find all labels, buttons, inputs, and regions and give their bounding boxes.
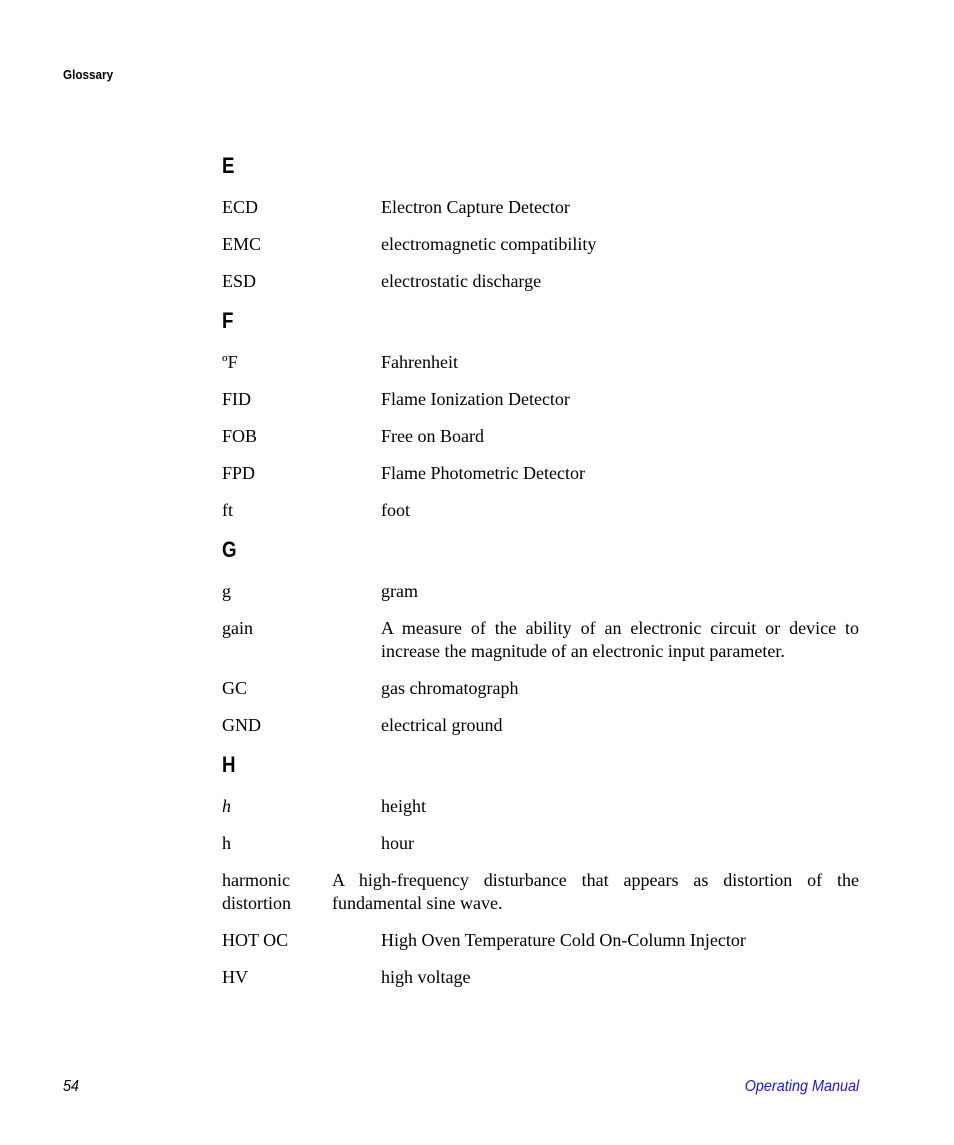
- glossary-entry: [222, 233, 859, 256]
- entry-list: [222, 351, 859, 522]
- entry-term: h: [222, 796, 231, 816]
- section-heading: G: [222, 537, 237, 562]
- glossary-section-h: [222, 751, 859, 989]
- entry-definition: electromagnetic compatibility: [381, 234, 597, 254]
- glossary-entry: [222, 580, 859, 603]
- entry-definition: foot: [381, 500, 410, 520]
- entry-definition: Fahrenheit: [381, 352, 458, 372]
- glossary-entry: [222, 196, 859, 219]
- entry-term: FOB: [222, 426, 258, 446]
- entry-term: h: [222, 833, 231, 853]
- entry-term: HOT OC: [222, 930, 289, 950]
- glossary-entry: [222, 832, 859, 855]
- entry-definition: hour: [381, 833, 414, 853]
- entry-term: GC: [222, 678, 248, 698]
- entry-term: ESD: [222, 271, 257, 291]
- entry-definition: Free on Board: [381, 426, 484, 446]
- entry-definition: A high-frequency disturbance that appears as distortion of the fundamental sine wave.: [332, 870, 859, 913]
- entry-list: [222, 196, 859, 293]
- glossary-entry: [222, 617, 859, 663]
- entry-term: HV: [222, 967, 248, 987]
- page-number: 54: [63, 1078, 80, 1095]
- glossary-content: [222, 152, 859, 989]
- page-header-title: Glossary: [63, 67, 114, 82]
- entry-definition: A measure of the ability of an electronic circuit or device to increase the magnitude of an electronic input parameter.: [381, 618, 859, 661]
- glossary-entry: [222, 462, 859, 485]
- entry-term: ECD: [222, 197, 258, 217]
- glossary-entry: [222, 499, 859, 522]
- entry-term: ºF: [222, 352, 238, 372]
- entry-term: FPD: [222, 463, 256, 483]
- glossary-entry: [222, 929, 859, 952]
- entry-definition: electrostatic discharge: [381, 271, 542, 291]
- glossary-entry: [222, 270, 859, 293]
- entry-term: g: [222, 581, 231, 601]
- entry-definition: High Oven Temperature Cold On-Column Injector: [381, 930, 746, 950]
- entry-definition: gram: [381, 581, 418, 601]
- entry-list: [222, 580, 859, 737]
- glossary-entry: [222, 677, 859, 700]
- section-heading: H: [222, 752, 236, 777]
- entry-definition: electrical ground: [381, 715, 503, 735]
- glossary-section-e: [222, 152, 859, 293]
- section-heading: E: [222, 153, 235, 178]
- entry-term: gain: [222, 618, 253, 638]
- entry-definition: height: [381, 796, 426, 816]
- glossary-entry: [222, 388, 859, 411]
- glossary-section-g: [222, 536, 859, 737]
- glossary-entry: [222, 351, 859, 374]
- entry-term: ft: [222, 500, 233, 520]
- entry-term: GND: [222, 715, 261, 735]
- entry-definition: gas chromatograph: [381, 678, 519, 698]
- glossary-entry: [222, 966, 859, 989]
- glossary-entry: [222, 425, 859, 448]
- entry-definition: Flame Ionization Detector: [381, 389, 570, 409]
- entry-term: harmonic distortion: [222, 870, 292, 913]
- entry-definition: Electron Capture Detector: [381, 197, 570, 217]
- entry-list: [222, 795, 859, 989]
- entry-definition: high voltage: [381, 967, 471, 987]
- entry-term: FID: [222, 389, 252, 409]
- manual-title-link[interactable]: Operating Manual: [744, 1078, 859, 1095]
- entry-definition: Flame Photometric Detector: [381, 463, 585, 483]
- glossary-entry: [222, 714, 859, 737]
- section-heading: F: [222, 308, 234, 333]
- glossary-entry: [222, 795, 859, 818]
- entry-term: EMC: [222, 234, 262, 254]
- glossary-entry: [222, 869, 859, 915]
- glossary-section-f: [222, 307, 859, 522]
